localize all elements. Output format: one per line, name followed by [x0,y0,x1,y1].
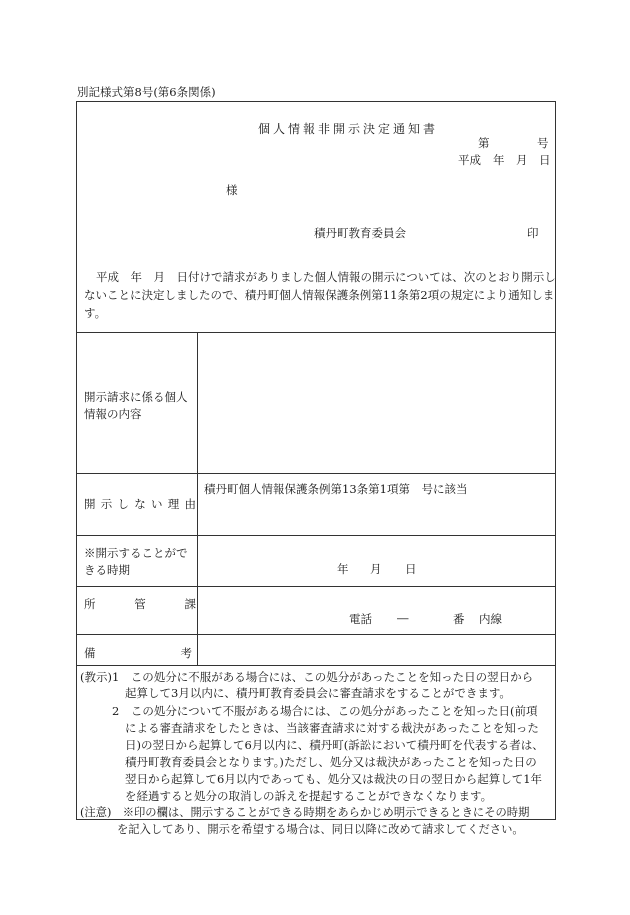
number-prefix: 第 [478,136,490,150]
divider-remarks-row [76,665,556,666]
phone-ban: 番 [453,612,465,626]
note-line-4: による審査請求をしたときは、当該審査請求に対する裁決があったことを知った [125,721,539,735]
date-year: 年 [493,153,505,167]
phone-dash: ― [397,611,409,625]
note-line-5: 日)の翌日から起算して6月以内に、積丹町(訴訟において積丹町を代表する者は、 [125,738,544,752]
note-line-3: 2 この処分について不服がある場合には、この処分があったことを知った日(前項 [112,704,538,718]
department-label-text: 所管課 [84,597,196,611]
divider-dept-row [76,634,556,635]
divider-timing-row [76,586,556,587]
note-line-6: 積丹町教育委員会となります。)ただし、処分又は裁決があったことを知った日の [125,755,537,769]
reason-label-text: 開示しない理由 [84,497,196,511]
note-line-8: を経過すると処分の取消しの訴えを提起することができなくなります。 [125,789,493,803]
issuer-name: 積丹町教育委員会 [314,226,406,240]
reason-label [84,496,196,513]
remarks-label [84,645,192,662]
reason-value: 積丹町個人情報保護条例第13条第1項第 号に該当 [204,482,468,496]
note-line-7: 翌日から起算して6月以内であっても、処分又は裁決の日の翌日から起算して1年 [125,772,543,786]
note-line-2: 起算して3月以内に、積丹町教育委員会に審査請求をすることができます。 [125,686,511,700]
remarks-label-text: 備考 [84,646,192,660]
divider-top-table [76,332,556,333]
note-line-9: (注意) ※印の欄は、開示することができる時期をあらかじめ明示できるときにその時期 [80,806,530,819]
timing-day: 日 [405,562,417,576]
note-line-10: を記入してあり、開示を希望する場合は、同日以降に改めて請求してください。 [117,823,524,836]
content-label: 開示請求に係る個人情報の内容 [84,390,188,421]
number-suffix: 号 [537,136,549,150]
notice-body: 平成 年 月 日付けで請求がありました個人情報の開示については、次のとおり開示しないことに決定しましたので、積丹町個人情報保護条例第11条第2項の規定により通知します。 [84,270,556,320]
date-month: 月 [516,153,528,167]
department-label [84,596,196,613]
date-day: 日 [539,153,551,167]
timing-label: ※開示することができる時期 [84,546,188,577]
document-title: 個人情報非開示決定通知書 [258,122,439,136]
form-reference: 別記様式第8号(第6条関係) [77,85,216,99]
phone-label: 電話 [349,612,372,626]
timing-year: 年 [337,562,349,576]
note-line-1: (教示)1 この処分に不服がある場合には、この処分があったことを知った日の翌日から [80,670,534,684]
divider-reason-row [76,535,556,536]
timing-month: 月 [370,562,382,576]
recipient-honorific: 様 [226,183,238,197]
date-era: 平成 [458,153,481,167]
seal-mark: 印 [527,226,539,240]
phone-extension: 内線 [479,612,502,626]
column-divider [197,332,198,665]
divider-content-row [76,473,556,474]
